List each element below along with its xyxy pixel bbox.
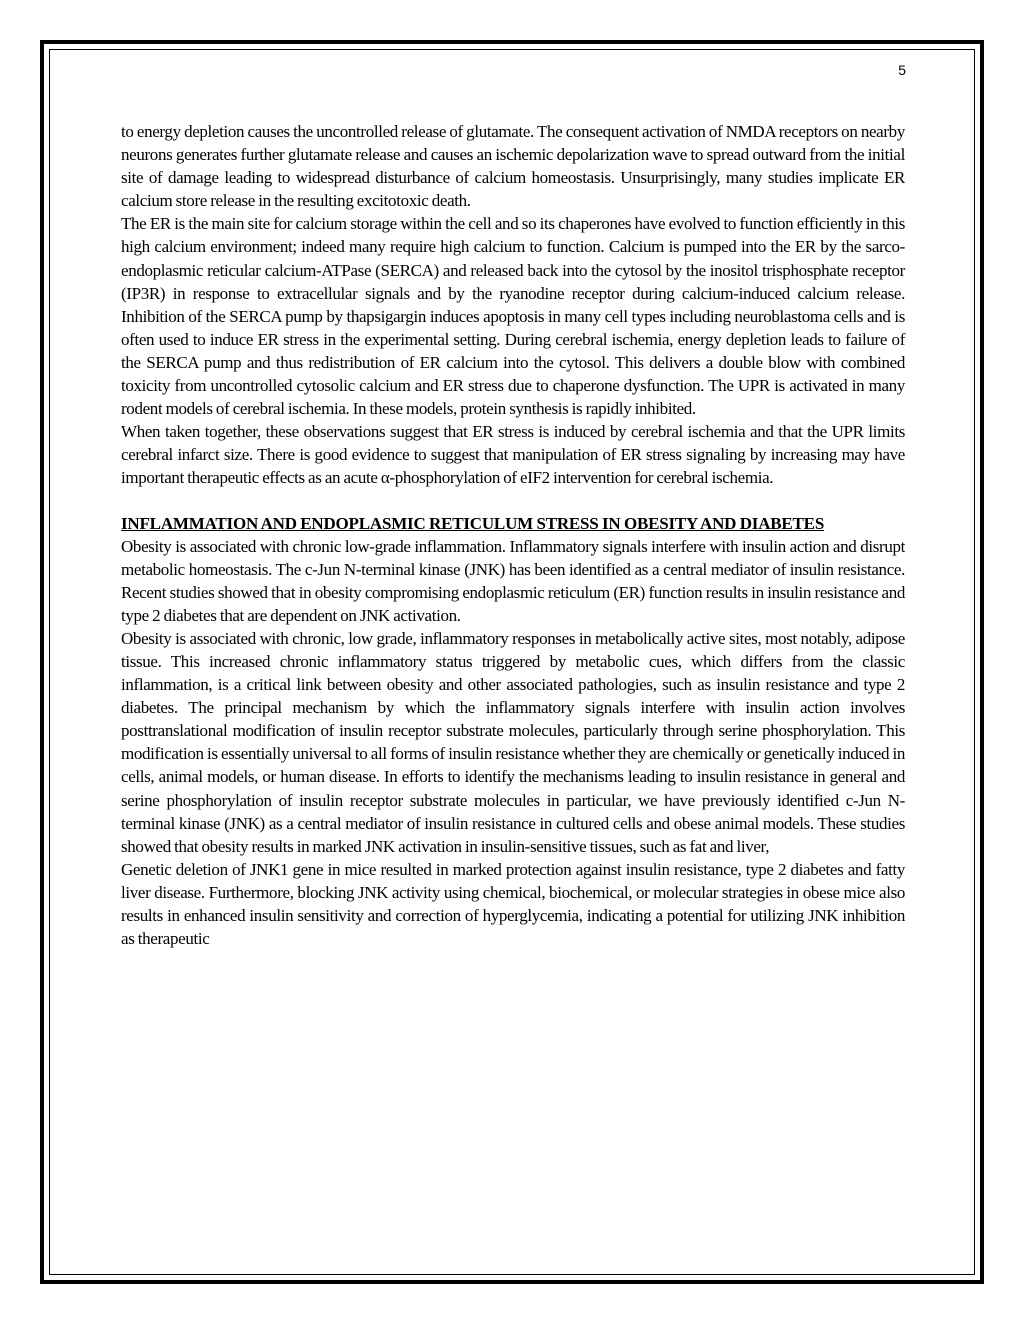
paragraph-jnk1-deletion: Genetic deletion of JNK1 gene in mice resulted in marked protection against insulin resistance, type 2 diabetes and fatty liver disease. Furthermore, blocking JNK activity using chemical, biochemical, or molecular strategies in obese mice also results in enhanced insulin sensitivity and correction of hyperglycemia, indicating a potential for utilizing JNK inhibition as therapeutic — [121, 859, 905, 949]
section-heading-inflammation-er-stress: INFLAMMATION AND ENDOPLASMIC RETICULUM STRESS IN OBESITY AND DIABETES — [121, 513, 825, 533]
paragraph-excitotoxicity: to energy depletion causes the uncontrolled release of glutamate. The consequent activation of NMDA receptors on nearby neurons generates further glutamate release and causes an ischemic depolarization wave to spread outward from the initial site of damage leading to widespread disturbance of calcium homeostasis. Unsurprisingly, many studies implicate ER calcium store release in the resulting excitotoxic death. — [121, 122, 905, 211]
document-body — [121, 120, 905, 950]
paragraph-er-stress-conclusion: When taken together, these observations suggest that ER stress is induced by cerebral ischemia and that the UPR limits cerebral infarct size. There is good evidence to suggest that manipulation of ER stress signaling by increasing may have important therapeutic effects as an acute α-phosphorylation of eIF2 intervention for cerebral ischemia. — [121, 422, 905, 488]
paragraph-chronic-inflammatory-responses: Obesity is associated with chronic, low grade, inflammatory responses in metabolically active sites, most notably, adipose tissue. This increased chronic inflammatory status triggered by metabolic cues, which differs from the classic inflammation, is a critical link between obesity and other associated pathologies, such as insulin resistance and type 2 diabetes. The principal mechanism by which the inflammatory signals interfere with insulin action involves posttranslational modification of insulin receptor substrate molecules, particularly through serine phosphorylation. This modification is essentially universal to all forms of insulin resistance whether they are chemically or genetically induced in cells, animal models, or human disease. In efforts to identify the mechanisms leading to insulin resistance in general and serine phosphorylation of insulin receptor substrate molecules in particular, we have previously identified c-Jun N-terminal kinase (JNK) as a central mediator of insulin resistance in cultured cells and obese animal models. These studies showed that obesity results in marked JNK activation in insulin-sensitive tissues, such as fat and liver, — [121, 628, 905, 856]
paragraph-er-calcium-storage: The ER is the main site for calcium storage within the cell and so its chaperones have evolved to function efficiently in this high calcium environment; indeed many require high calcium to function. Calcium is pumped into the ER by the sarco-endoplasmic reticular calcium-ATPase (SERCA) and released back into the cytosol by the inositol trisphosphate receptor (IP3R) in response to extracellular signals and by the ryanodine receptor during calcium-induced calcium release. Inhibition of the SERCA pump by thapsigargin induces apoptosis in many cell types including neuroblastoma cells and is often used to induce ER stress in the experimental setting. During cerebral ischemia, energy depletion leads to failure of the SERCA pump and thus redistribution of ER calcium into the cytosol. This delivers a double blow with combined toxicity from uncontrolled cytosolic calcium and ER stress due to chaperone dysfunction. The UPR is activated in many rodent models of cerebral ischemia. In these models, protein synthesis is rapidly inhibited. — [121, 214, 905, 419]
page-number: 5 — [898, 62, 906, 78]
paragraph-obesity-inflammation: Obesity is associated with chronic low-grade inflammation. Inflammatory signals interfere with insulin action and disrupt metabolic homeostasis. The c-Jun N-terminal kinase (JNK) has been identified as a central mediator of insulin resistance. Recent studies showed that in obesity compromising endoplasmic reticulum (ER) function results in insulin resistance and type 2 diabetes that are dependent on JNK activation. — [121, 536, 905, 625]
